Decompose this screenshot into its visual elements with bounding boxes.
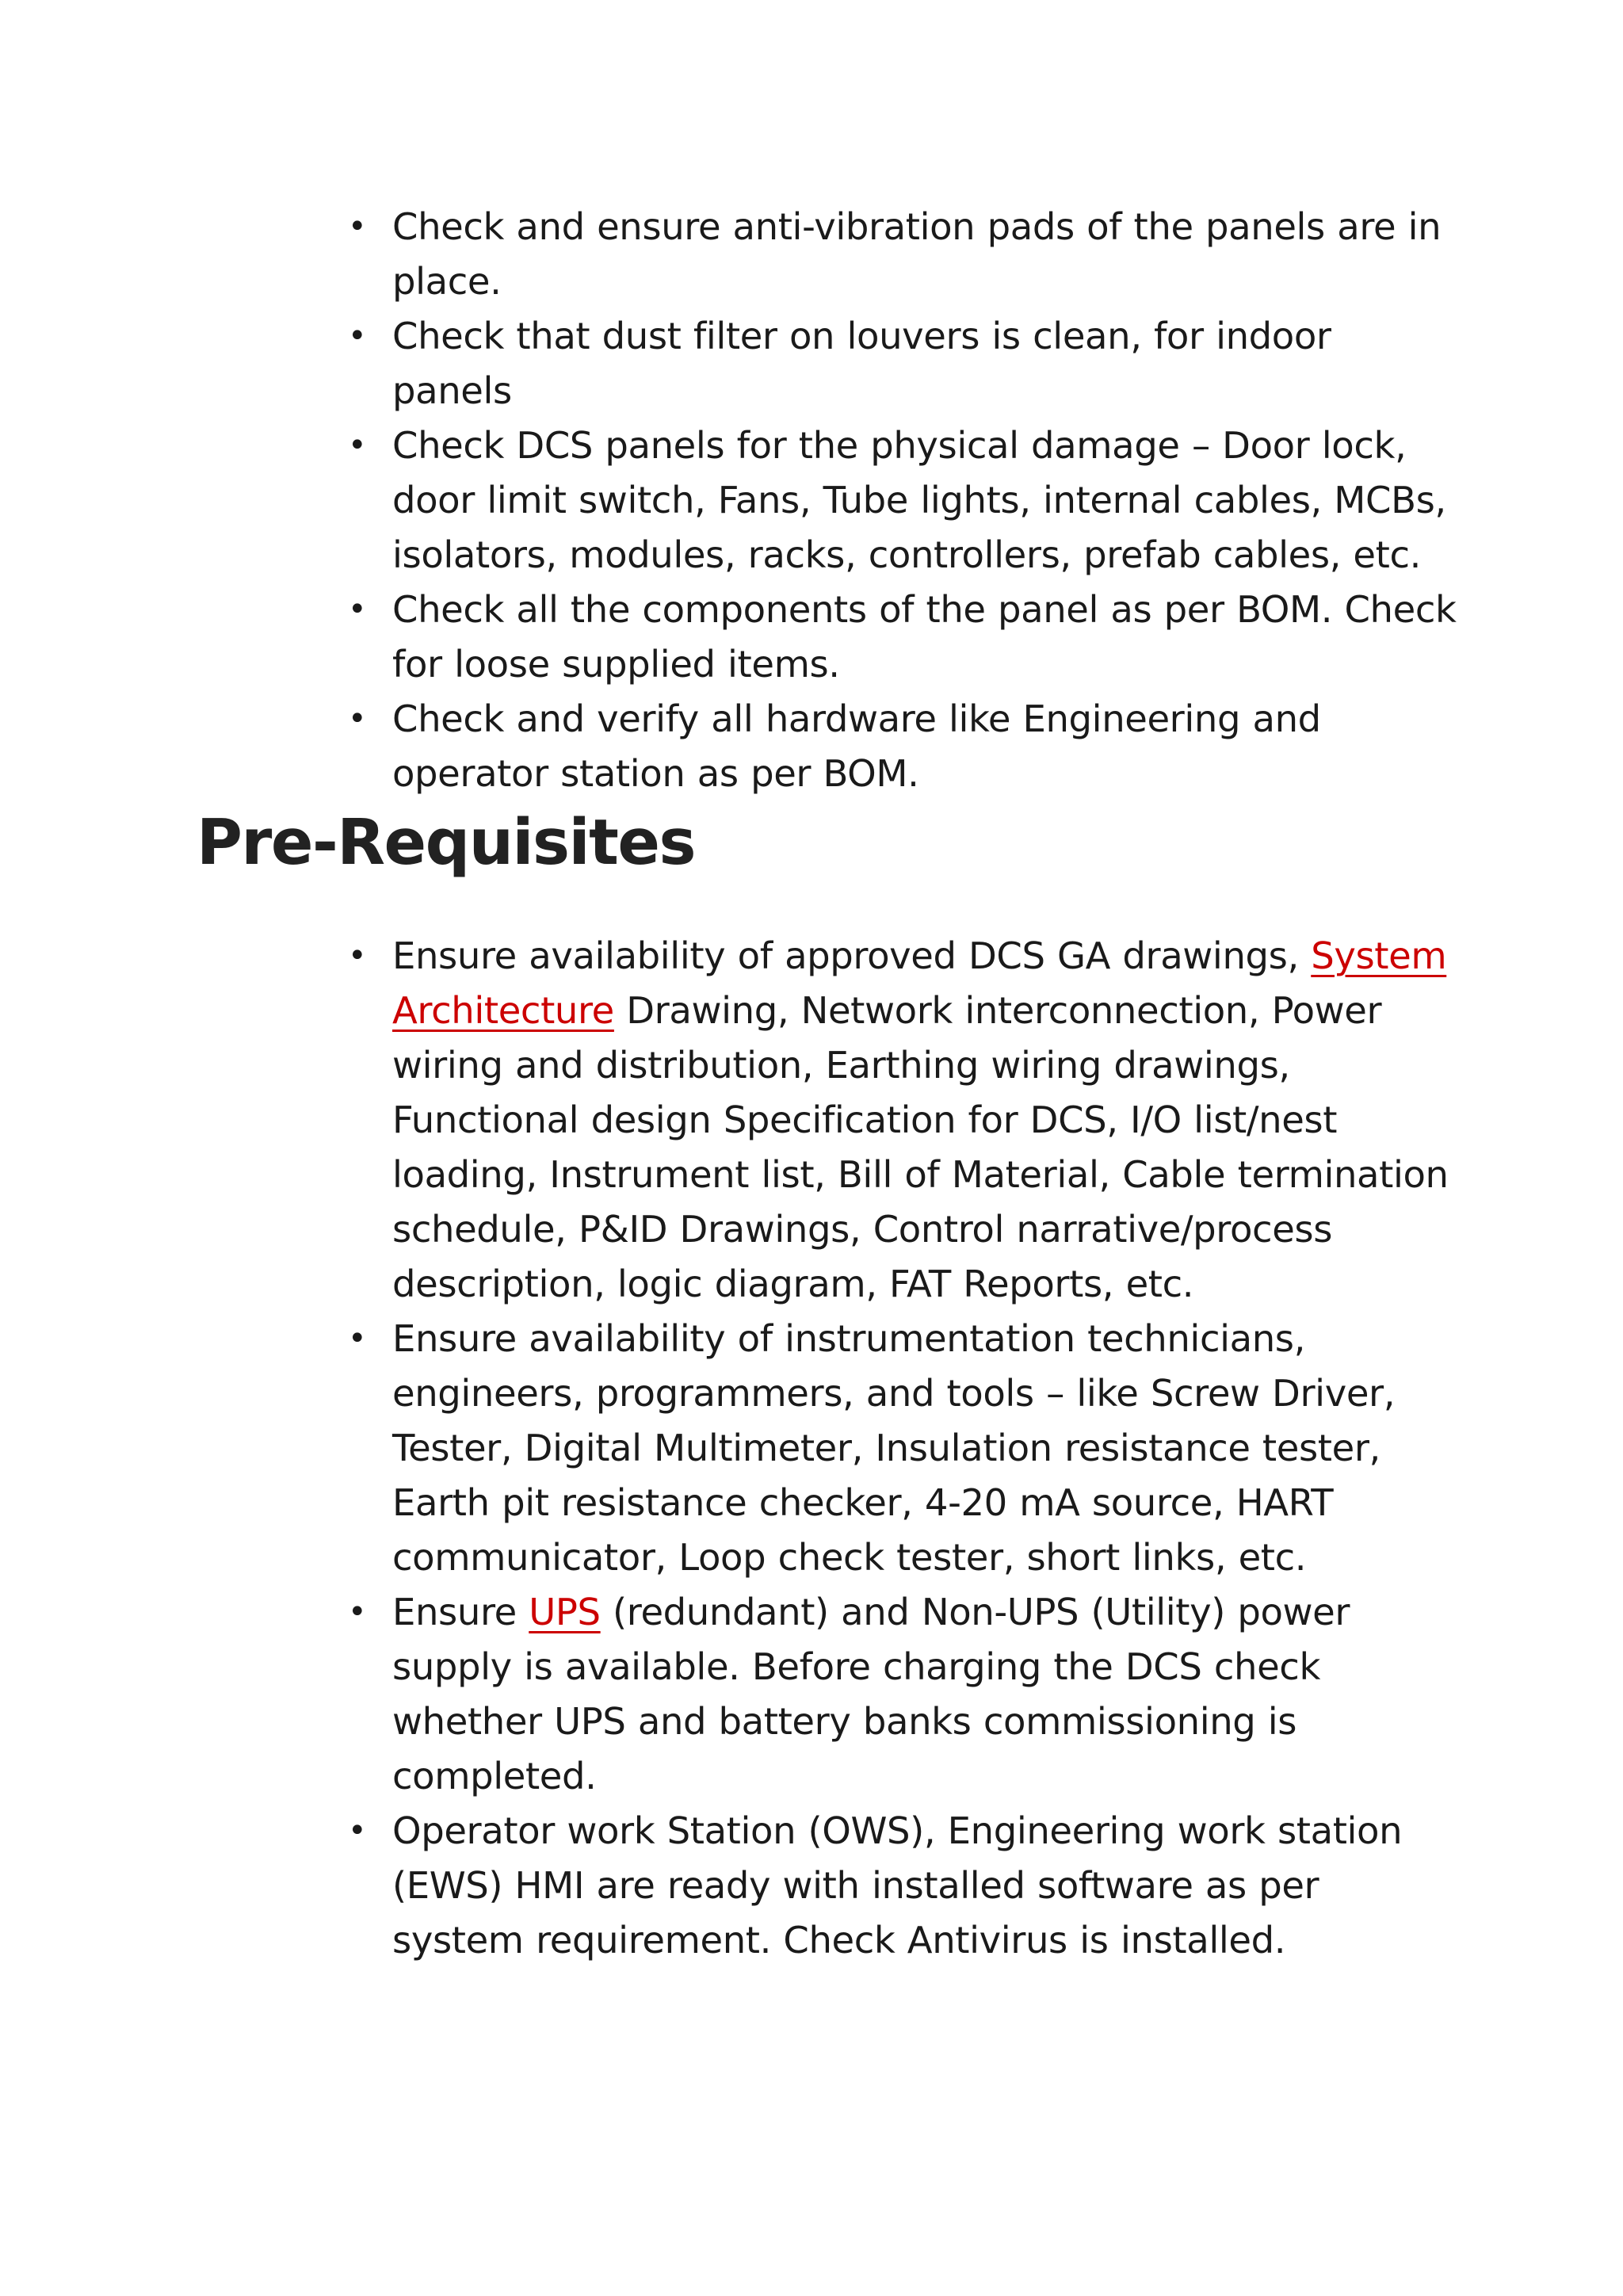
list-item	[333, 583, 1458, 692]
bullet-icon: •	[348, 208, 367, 245]
list-item	[333, 309, 1458, 418]
list-item	[333, 929, 1458, 1312]
section-heading-prerequisites: Pre-Requisites	[197, 806, 695, 879]
bullet-icon: •	[348, 591, 367, 628]
list-item-text-start: Ensure	[392, 1591, 529, 1633]
prerequisites-list	[333, 929, 1458, 1968]
bullet-icon: •	[348, 1594, 367, 1630]
list-item-text-end: (redundant) and Non-UPS (Utility) power supply is available. Before charging the DCS check whether UPS and battery banks commissioning is completed.	[392, 1591, 1350, 1797]
system-architecture-link[interactable]: System Architecture	[392, 934, 1447, 1032]
list-item-text: Check all the components of the panel as per BOM. Check for loose supplied items.	[392, 588, 1457, 686]
inspection-checklist	[333, 200, 1458, 801]
bullet-icon: •	[348, 701, 367, 737]
list-item-text: Check and ensure anti-vibration pads of the panels are in place.	[392, 205, 1442, 303]
list-item-text: Check and verify all hardware like Engineering and operator station as per BOM.	[392, 697, 1321, 795]
list-item-text-end: Drawing, Network interconnection, Power wiring and distribution, Earthing wiring drawings, Functional design Specification for DCS, I/O list/nest loading, Instrument list, Bill of Material, Cable termination schedule, P&ID Drawings, Control narrative/process description, logic diagram, FAT Reports, etc.	[392, 989, 1449, 1305]
list-item	[333, 1312, 1458, 1585]
list-item-text: Check that dust filter on louvers is clean, for indoor panels	[392, 315, 1331, 412]
bullet-icon: •	[348, 318, 367, 354]
list-item	[333, 200, 1458, 309]
ups-link[interactable]: UPS	[529, 1591, 601, 1633]
bullet-icon: •	[348, 1813, 367, 1849]
list-item-text: Ensure availability of instrumentation technicians, engineers, programmers, and tools – like Screw Driver, Tester, Digital Multimeter, Insulation resistance tester, Earth pit resistance checker, 4-20 mA source, HART communicator, Loop check tester, short links, etc.	[392, 1317, 1396, 1579]
bullet-icon: •	[348, 1320, 367, 1357]
list-item-text: Check DCS panels for the physical damage – Door lock, door limit switch, Fans, Tube lights, internal cables, MCBs, isolators, modules, racks, controllers, prefab cables, etc.	[392, 424, 1446, 576]
list-item	[333, 1804, 1458, 1968]
bullet-icon: •	[348, 938, 367, 974]
list-item	[333, 1585, 1458, 1804]
bullet-icon: •	[348, 427, 367, 464]
list-item	[333, 418, 1458, 583]
list-item-text-start: Ensure availability of approved DCS GA drawings,	[392, 934, 1312, 977]
list-item	[333, 692, 1458, 801]
list-item-text: Operator work Station (OWS), Engineering work station (EWS) HMI are ready with installed software as per system requirement. Check Antivirus is installed.	[392, 1809, 1403, 1962]
